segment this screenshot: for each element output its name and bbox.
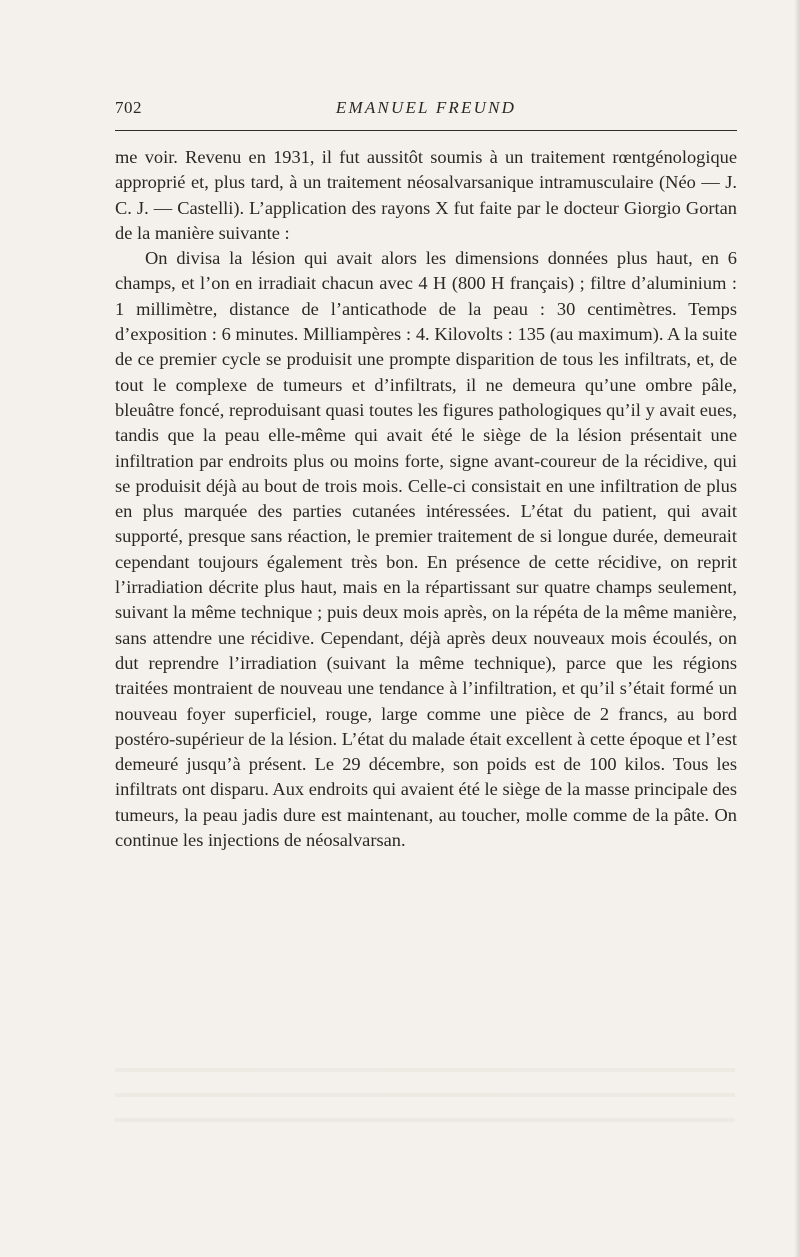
header-rule	[115, 130, 737, 131]
page-edge	[794, 0, 800, 1257]
paragraph: On divisa la lésion qui avait alors les dimensions données plus haut, en 6 champs, et l’on en irradiait chacun avec 4 H (800 H français) ; filtre d’aluminium : 1 millimètre, distance de l’anticathode de la peau : 30 centimètres. Temps d’exposition : 6 minutes. Milliampères : 4. Kilovolts : 135 (au maximum). A la suite de ce premier cycle se produisit une prompte disparition de tous les infiltrats, et, de tout le complexe de tumeurs et d’infiltrats, il ne demeura qu’une ombre pâle, bleuâtre foncé, reproduisant quasi toutes les figures pathologiques qu’il y avait eues, tandis que la peau elle-même qui avait été le siège de la lésion présentait une infiltration par endroits plus ou moins forte, signe avant-coureur de la récidive, qui se produisit déjà au bout de trois mois. Celle-ci consistait en une infiltration de plus en plus marquée des parties cutanées intéressées. L’état du patient, qui avait supporté, presque sans réaction, le premier traitement de si longue durée, demeurait cependant toujours également très bon. En présence de cette récidive, on reprit l’irradiation décrite plus haut, mais en la répartissant sur quatre champs seulement, suivant la même technique ; puis deux mois après, on la répéta de la même manière, sans attendre une récidive. Cependant, déjà après deux nouveaux mois écoulés, on dut reprendre l’irradiation (suivant la même technique), parce que les régions traitées montraient de nouveau une tendance à l’infiltration, et qu’il s’était formé un nouveau foyer superficiel, rouge, large comme une pièce de 2 francs, au bord postéro-supérieur de la lésion. L’état du malade était excellent à cette époque et l’est demeuré jusqu’à présent. Le 29 décembre, son poids est de 100 kilos. Tous les infiltrats ont disparu. Aux endroits qui avaient été le siège de la masse principale des tumeurs, la peau jadis dure est maintenant, au toucher, molle comme de la pâte. On continue les injections de néosalvarsan.	[115, 248, 737, 851]
running-title: EMANUEL FREUND	[335, 98, 517, 117]
paragraph-continued: me voir. Revenu en 1931, il fut aussitôt soumis à un traitement rœntgénologique approprié et, plus tard, à un traitement néosalvarsanique intramusculaire (Néo — J. C. J. — Castelli). L’application des rayons X fut faite par le docteur Giorgio Gortan de la manière suivante :	[115, 147, 737, 243]
page-number: 702	[115, 98, 142, 117]
running-header	[115, 98, 737, 124]
body-text	[115, 145, 737, 853]
show-through-bleed	[115, 1060, 735, 1140]
